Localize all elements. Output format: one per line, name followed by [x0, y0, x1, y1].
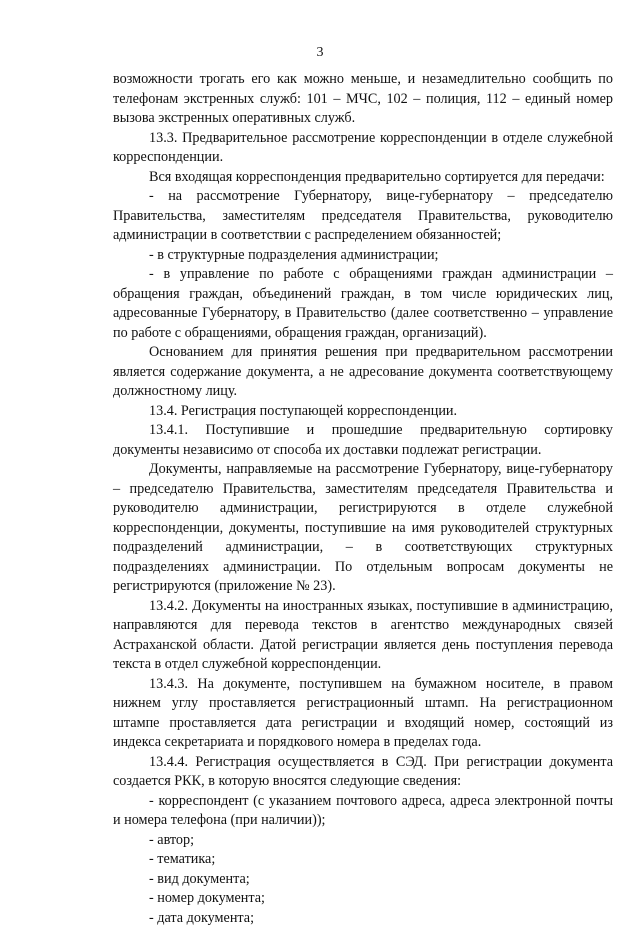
section-13-4-heading: 13.4. Регистрация поступающей корреспонденции. [113, 402, 613, 422]
list-item-doc-date: - дата документа; [113, 909, 613, 928]
document-body [113, 70, 613, 928]
section-13-4-1: 13.4.1. Поступившие и прошедшие предварительную сортировку документы независимо от способа их доставки подлежат регистрации. [113, 421, 613, 460]
paragraph-registration-units: Документы, направляемые на рассмотрение Губернатору, вице-губернатору – председателю Правительства, заместителям председателя Правительства и руководителю администрации, регистрируются в отделе служебной корреспонденции, документы, поступившие на имя руководителей структурных подразделений администрации, – в соответствующих структурных подразделениях администрации. По отдельным вопросам документы не регистрируются (приложение № 23). [113, 460, 613, 597]
section-13-3-heading: 13.3. Предварительное рассмотрение корреспонденции в отделе служебной корреспонденции. [113, 129, 613, 168]
list-item-doc-type: - вид документа; [113, 870, 613, 890]
list-item-governor: - на рассмотрение Губернатору, вице-губернатору – председателю Правительства, заместителям председателя Правительства, руководителю администрации в соответствии с распределением обязанностей; [113, 187, 613, 246]
section-13-4-3: 13.4.3. На документе, поступившем на бумажном носителе, в правом нижнем углу проставляется регистрационный штамп. На регистрационном штампе проставляется дата регистрации и входящий номер, состоящий из индекса секретариата и порядкового номера в пределах года. [113, 675, 613, 753]
list-item-citizen-appeals: - в управление по работе с обращениями граждан администрации – обращения граждан, объединений граждан, в том числе юридических лиц, адресованные Губернатору, в Правительство (далее соответственно – управление по работе с обращениями, обращения граждан, организаций). [113, 265, 613, 343]
page-number: 3 [0, 44, 640, 62]
list-item-structural-divisions: - в структурные подразделения администрации; [113, 246, 613, 266]
section-13-4-4: 13.4.4. Регистрация осуществляется в СЭД. При регистрации документа создается РКК, в которую вносятся следующие сведения: [113, 753, 613, 792]
list-item-doc-number: - номер документа; [113, 889, 613, 909]
paragraph-sorting-intro: Вся входящая корреспонденция предварительно сортируется для передачи: [113, 168, 613, 188]
section-13-4-2: 13.4.2. Документы на иностранных языках, поступившие в администрацию, направляются для перевода текстов в агентство международных связей Астраханской области. Датой регистрации является день поступления перевода текста в отдел служебной корреспонденции. [113, 597, 613, 675]
paragraph-continuation: возможности трогать его как можно меньше, и незамедлительно сообщить по телефонам экстренных служб: 101 – МЧС, 102 – полиция, 112 – единый номер вызова экстренных оперативных служб. [113, 70, 613, 129]
list-item-correspondent: - корреспондент (с указанием почтового адреса, адреса электронной почты и номера телефона (при наличии)); [113, 792, 613, 831]
list-item-topic: - тематика; [113, 850, 613, 870]
list-item-author: - автор; [113, 831, 613, 851]
paragraph-decision-basis: Основанием для принятия решения при предварительном рассмотрении является содержание документа, а не адресование документа соответствующему должностному лицу. [113, 343, 613, 402]
